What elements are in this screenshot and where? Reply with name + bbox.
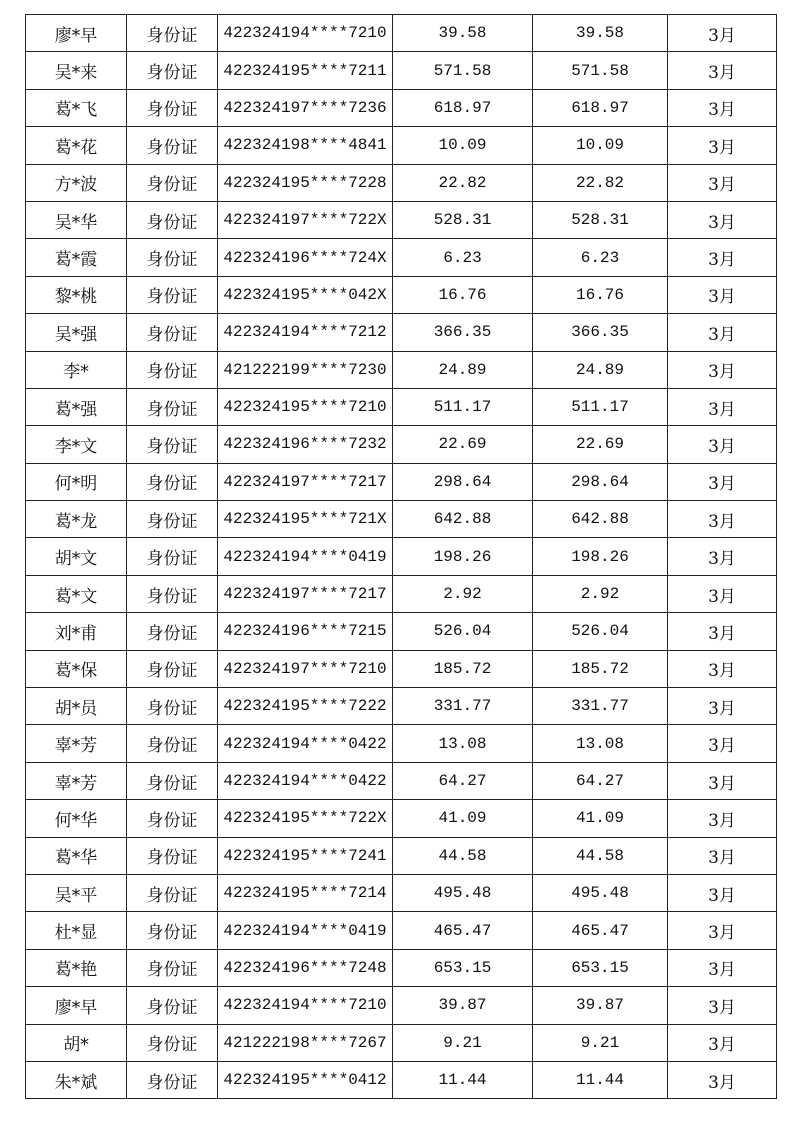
name-cell: 方*波	[26, 164, 127, 201]
name-cell: 刘*甫	[26, 613, 127, 650]
amount-cell: 511.17	[393, 388, 533, 425]
table-row	[26, 314, 777, 351]
id-type-cell: 身份证	[127, 762, 218, 799]
amount-cell: 16.76	[393, 276, 533, 313]
id-number-cell: 422324195****7222	[218, 688, 393, 725]
id-type-cell: 身份证	[127, 650, 218, 687]
month-cell: 3月	[668, 463, 777, 500]
month-cell: 3月	[668, 164, 777, 201]
amount-cell: 39.58	[393, 15, 533, 52]
id-number-cell: 422324196****7248	[218, 949, 393, 986]
name-cell: 朱*斌	[26, 1061, 127, 1098]
name-cell: 葛*霞	[26, 239, 127, 276]
amount-total-cell: 511.17	[533, 388, 668, 425]
id-type-cell: 身份证	[127, 987, 218, 1024]
name-cell: 李*	[26, 351, 127, 388]
month-cell: 3月	[668, 89, 777, 126]
table-row	[26, 52, 777, 89]
id-type-cell: 身份证	[127, 837, 218, 874]
name-cell: 吴*强	[26, 314, 127, 351]
amount-total-cell: 9.21	[533, 1024, 668, 1061]
table-row	[26, 426, 777, 463]
amount-total-cell: 618.97	[533, 89, 668, 126]
amount-total-cell: 298.64	[533, 463, 668, 500]
month-cell: 3月	[668, 949, 777, 986]
id-type-cell: 身份证	[127, 1061, 218, 1098]
id-type-cell: 身份证	[127, 800, 218, 837]
table-row	[26, 650, 777, 687]
name-cell: 葛*龙	[26, 501, 127, 538]
table-row	[26, 725, 777, 762]
table-row	[26, 1061, 777, 1098]
name-cell: 杜*显	[26, 912, 127, 949]
id-type-cell: 身份证	[127, 538, 218, 575]
amount-cell: 13.08	[393, 725, 533, 762]
id-number-cell: 422324195****7228	[218, 164, 393, 201]
table-row	[26, 201, 777, 238]
id-type-cell: 身份证	[127, 351, 218, 388]
id-number-cell: 422324194****0422	[218, 725, 393, 762]
id-number-cell: 422324195****721X	[218, 501, 393, 538]
subsidy-table	[25, 14, 777, 1099]
amount-total-cell: 39.58	[533, 15, 668, 52]
id-number-cell: 422324194****7210	[218, 15, 393, 52]
name-cell: 廖*早	[26, 987, 127, 1024]
id-type-cell: 身份证	[127, 463, 218, 500]
name-cell: 胡*员	[26, 688, 127, 725]
table-row	[26, 1024, 777, 1061]
amount-total-cell: 24.89	[533, 351, 668, 388]
table-row	[26, 89, 777, 126]
id-type-cell: 身份证	[127, 201, 218, 238]
name-cell: 葛*飞	[26, 89, 127, 126]
month-cell: 3月	[668, 276, 777, 313]
table-row	[26, 800, 777, 837]
id-type-cell: 身份证	[127, 613, 218, 650]
month-cell: 3月	[668, 52, 777, 89]
amount-total-cell: 366.35	[533, 314, 668, 351]
amount-total-cell: 13.08	[533, 725, 668, 762]
amount-cell: 10.09	[393, 127, 533, 164]
amount-cell: 642.88	[393, 501, 533, 538]
month-cell: 3月	[668, 201, 777, 238]
id-number-cell: 422324194****7212	[218, 314, 393, 351]
table-row	[26, 164, 777, 201]
table-row	[26, 463, 777, 500]
month-cell: 3月	[668, 501, 777, 538]
table-row	[26, 276, 777, 313]
month-cell: 3月	[668, 688, 777, 725]
id-number-cell: 422324196****7215	[218, 613, 393, 650]
amount-total-cell: 2.92	[533, 575, 668, 612]
month-cell: 3月	[668, 912, 777, 949]
id-number-cell: 422324196****724X	[218, 239, 393, 276]
name-cell: 胡*	[26, 1024, 127, 1061]
id-number-cell: 422324194****7210	[218, 987, 393, 1024]
id-number-cell: 422324196****7232	[218, 426, 393, 463]
amount-total-cell: 64.27	[533, 762, 668, 799]
amount-cell: 465.47	[393, 912, 533, 949]
id-number-cell: 422324195****7211	[218, 52, 393, 89]
amount-cell: 198.26	[393, 538, 533, 575]
id-number-cell: 422324197****7217	[218, 463, 393, 500]
amount-cell: 41.09	[393, 800, 533, 837]
id-type-cell: 身份证	[127, 314, 218, 351]
id-number-cell: 422324194****0419	[218, 912, 393, 949]
amount-total-cell: 571.58	[533, 52, 668, 89]
id-number-cell: 422324195****0412	[218, 1061, 393, 1098]
amount-total-cell: 41.09	[533, 800, 668, 837]
month-cell: 3月	[668, 127, 777, 164]
name-cell: 葛*文	[26, 575, 127, 612]
amount-cell: 9.21	[393, 1024, 533, 1061]
month-cell: 3月	[668, 538, 777, 575]
amount-total-cell: 331.77	[533, 688, 668, 725]
amount-cell: 528.31	[393, 201, 533, 238]
month-cell: 3月	[668, 650, 777, 687]
id-number-cell: 422324194****0422	[218, 762, 393, 799]
id-number-cell: 422324195****042X	[218, 276, 393, 313]
id-type-cell: 身份证	[127, 912, 218, 949]
amount-cell: 44.58	[393, 837, 533, 874]
name-cell: 李*文	[26, 426, 127, 463]
id-type-cell: 身份证	[127, 164, 218, 201]
amount-cell: 618.97	[393, 89, 533, 126]
amount-cell: 298.64	[393, 463, 533, 500]
id-number-cell: 422324195****7210	[218, 388, 393, 425]
name-cell: 廖*早	[26, 15, 127, 52]
id-number-cell: 422324195****722X	[218, 800, 393, 837]
id-type-cell: 身份证	[127, 276, 218, 313]
amount-total-cell: 495.48	[533, 874, 668, 911]
name-cell: 胡*文	[26, 538, 127, 575]
id-type-cell: 身份证	[127, 89, 218, 126]
amount-cell: 495.48	[393, 874, 533, 911]
month-cell: 3月	[668, 388, 777, 425]
amount-cell: 331.77	[393, 688, 533, 725]
amount-cell: 24.89	[393, 351, 533, 388]
month-cell: 3月	[668, 800, 777, 837]
document-page	[25, 14, 776, 1099]
amount-total-cell: 11.44	[533, 1061, 668, 1098]
name-cell: 辜*芳	[26, 762, 127, 799]
amount-total-cell: 44.58	[533, 837, 668, 874]
table-row	[26, 239, 777, 276]
id-type-cell: 身份证	[127, 575, 218, 612]
month-cell: 3月	[668, 874, 777, 911]
amount-total-cell: 22.82	[533, 164, 668, 201]
id-number-cell: 422324195****7241	[218, 837, 393, 874]
name-cell: 黎*桃	[26, 276, 127, 313]
name-cell: 葛*花	[26, 127, 127, 164]
amount-total-cell: 198.26	[533, 538, 668, 575]
month-cell: 3月	[668, 1061, 777, 1098]
id-number-cell: 422324195****7214	[218, 874, 393, 911]
month-cell: 3月	[668, 426, 777, 463]
name-cell: 葛*华	[26, 837, 127, 874]
id-type-cell: 身份证	[127, 725, 218, 762]
id-type-cell: 身份证	[127, 949, 218, 986]
table-row	[26, 912, 777, 949]
id-type-cell: 身份证	[127, 15, 218, 52]
name-cell: 葛*强	[26, 388, 127, 425]
id-type-cell: 身份证	[127, 388, 218, 425]
amount-total-cell: 39.87	[533, 987, 668, 1024]
table-row	[26, 874, 777, 911]
amount-cell: 653.15	[393, 949, 533, 986]
amount-cell: 366.35	[393, 314, 533, 351]
id-number-cell: 422324194****0419	[218, 538, 393, 575]
amount-cell: 526.04	[393, 613, 533, 650]
month-cell: 3月	[668, 239, 777, 276]
month-cell: 3月	[668, 987, 777, 1024]
amount-total-cell: 16.76	[533, 276, 668, 313]
table-row	[26, 388, 777, 425]
amount-cell: 39.87	[393, 987, 533, 1024]
month-cell: 3月	[668, 351, 777, 388]
table-row	[26, 538, 777, 575]
table-row	[26, 501, 777, 538]
month-cell: 3月	[668, 725, 777, 762]
table-row	[26, 837, 777, 874]
id-type-cell: 身份证	[127, 874, 218, 911]
month-cell: 3月	[668, 1024, 777, 1061]
amount-cell: 6.23	[393, 239, 533, 276]
table-row	[26, 613, 777, 650]
id-type-cell: 身份证	[127, 127, 218, 164]
name-cell: 吴*平	[26, 874, 127, 911]
amount-total-cell: 642.88	[533, 501, 668, 538]
amount-cell: 571.58	[393, 52, 533, 89]
name-cell: 葛*艳	[26, 949, 127, 986]
table-row	[26, 575, 777, 612]
name-cell: 何*明	[26, 463, 127, 500]
month-cell: 3月	[668, 837, 777, 874]
amount-total-cell: 526.04	[533, 613, 668, 650]
table-row	[26, 949, 777, 986]
amount-total-cell: 10.09	[533, 127, 668, 164]
amount-cell: 64.27	[393, 762, 533, 799]
id-number-cell: 422324197****7217	[218, 575, 393, 612]
table-row	[26, 15, 777, 52]
name-cell: 吴*来	[26, 52, 127, 89]
table-row	[26, 762, 777, 799]
id-type-cell: 身份证	[127, 52, 218, 89]
month-cell: 3月	[668, 314, 777, 351]
amount-total-cell: 653.15	[533, 949, 668, 986]
table-row	[26, 987, 777, 1024]
amount-total-cell: 22.69	[533, 426, 668, 463]
amount-total-cell: 528.31	[533, 201, 668, 238]
id-number-cell: 422324197****7210	[218, 650, 393, 687]
month-cell: 3月	[668, 762, 777, 799]
id-number-cell: 421222198****7267	[218, 1024, 393, 1061]
id-type-cell: 身份证	[127, 426, 218, 463]
id-number-cell: 422324198****4841	[218, 127, 393, 164]
amount-total-cell: 185.72	[533, 650, 668, 687]
table-row	[26, 351, 777, 388]
id-type-cell: 身份证	[127, 501, 218, 538]
amount-total-cell: 6.23	[533, 239, 668, 276]
id-type-cell: 身份证	[127, 688, 218, 725]
id-number-cell: 422324197****722X	[218, 201, 393, 238]
id-number-cell: 422324197****7236	[218, 89, 393, 126]
amount-cell: 22.82	[393, 164, 533, 201]
name-cell: 何*华	[26, 800, 127, 837]
amount-cell: 11.44	[393, 1061, 533, 1098]
month-cell: 3月	[668, 575, 777, 612]
amount-cell: 185.72	[393, 650, 533, 687]
month-cell: 3月	[668, 15, 777, 52]
id-type-cell: 身份证	[127, 239, 218, 276]
amount-cell: 22.69	[393, 426, 533, 463]
table-body	[26, 15, 777, 1099]
name-cell: 吴*华	[26, 201, 127, 238]
table-row	[26, 127, 777, 164]
name-cell: 葛*保	[26, 650, 127, 687]
id-number-cell: 421222199****7230	[218, 351, 393, 388]
name-cell: 辜*芳	[26, 725, 127, 762]
amount-cell: 2.92	[393, 575, 533, 612]
table-row	[26, 688, 777, 725]
amount-total-cell: 465.47	[533, 912, 668, 949]
id-type-cell: 身份证	[127, 1024, 218, 1061]
month-cell: 3月	[668, 613, 777, 650]
